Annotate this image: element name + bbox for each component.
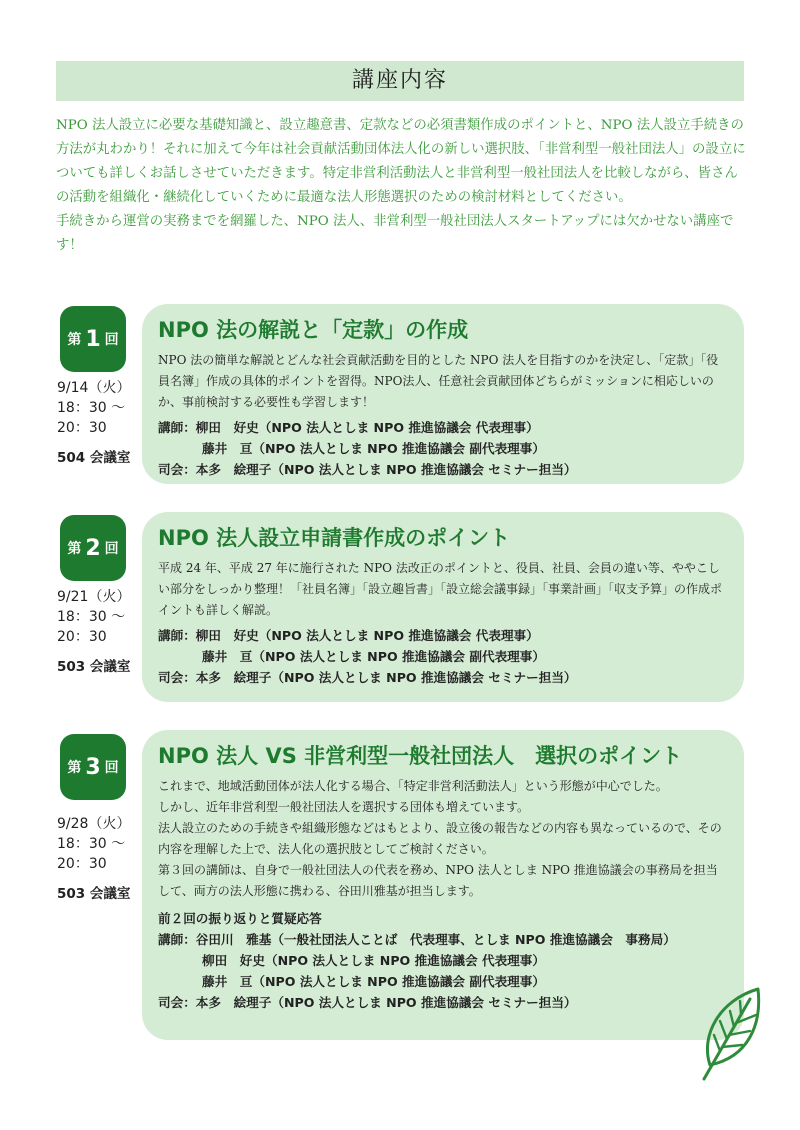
session-1-badge — [60, 306, 126, 372]
section-title: 講座内容 — [56, 61, 744, 101]
badge-number: 3 — [85, 754, 101, 780]
session-heading: NPO 法の解説と「定款」の作成 — [158, 318, 469, 342]
session-date: 9/28（火） — [57, 816, 131, 832]
badge-number: 1 — [85, 326, 101, 352]
session-3-badge — [60, 734, 126, 800]
session-time-start: 18：30 〜 — [57, 836, 126, 852]
description-paragraph: 第３回の講師は、自身で一般社団法人の代表を務め、NPO 法人としま NPO 推進協議会の事務局を担当して、両方の法人形態に携わる、谷田川雅基が担当します。 — [158, 863, 718, 898]
description-paragraph: しかし、近年非営利型一般社団法人を選択する団体も増えています。 — [158, 800, 530, 814]
session-3-schedule — [57, 814, 147, 904]
staff-line: 司会：本多 絵理子（NPO 法人としま NPO 推進協議会 セミナー担当） — [158, 670, 577, 685]
badge-prefix: 第 — [67, 541, 82, 557]
intro-paragraph: NPO 法人設立に必要な基礎知識と、設立趣意書、定款などの必須書類作成のポイントと、NPO 法人設立手続きの方法が丸わかり！それに加えて今年は社会貢献活動団体法人化の新しい選択肢、「非営利型一般社団法人」の設立についても詳しくお話しさせていただきます。特定非営利活動法人と非営利型一般社団法人を比較しながら、皆さんの活動を組織化・継続化していくために最適な法人形態選択のための検討材料としてください。 — [56, 118, 746, 205]
staff-line: 藤井 亘（NPO 法人としま NPO 推進協議会 副代表理事） — [202, 649, 545, 664]
staff-line: 藤井 亘（NPO 法人としま NPO 推進協議会 副代表理事） — [202, 441, 545, 456]
staff-line: 柳田 好史（NPO 法人としま NPO 推進協議会 代表理事） — [202, 953, 545, 968]
staff-line: 講師：谷田川 雅基（一般社団法人ことば 代表理事、としま NPO 推進協議会 事務局） — [158, 932, 676, 947]
staff-line: 講師：柳田 好史（NPO 法人としま NPO 推進協議会 代表理事） — [158, 628, 539, 643]
session-time-start: 18：30 〜 — [57, 400, 126, 416]
session-room: 503 会議室 — [57, 659, 131, 675]
badge-prefix: 第 — [67, 760, 82, 776]
session-staff — [158, 625, 728, 688]
session-time-end: 20：30 — [57, 856, 107, 872]
description-paragraph: NPO 法の簡単な解説とどんな社会貢献活動を目的とした NPO 法人を目指すのかを決定し、「定款」「役員名簿」作成の具体的ポイントを習得。NPO法人、任意社会貢献団体どちらがミッションに相応しいのか、事前検討する必要性も学習します！ — [158, 353, 719, 409]
session-time-end: 20：30 — [57, 629, 107, 645]
session-staff — [158, 908, 728, 1013]
session-date: 9/21（火） — [57, 589, 131, 605]
session-description — [158, 558, 728, 621]
badge-suffix: 回 — [104, 332, 119, 348]
leaf-icon — [700, 985, 764, 1081]
session-1-schedule — [57, 378, 147, 468]
badge-number: 2 — [85, 535, 101, 561]
description-paragraph: 法人設立のための手続きや組織形態などはもとより、設立後の報告などの内容も異なっているので、その内容を理解した上で、法人化の選択肢としてご検討ください。 — [158, 821, 722, 856]
description-paragraph: 平成 24 年、平成 27 年に施行された NPO 法改正のポイントと、役員、社員、会員の違い等、ややこしい部分をしっかり整理！「社員名簿」「設立趣旨書」「設立総会議事録」「事業計画」「収支予算」の作成ポイントも詳しく解説。 — [158, 561, 723, 617]
badge-suffix: 回 — [104, 760, 119, 776]
intro-text — [56, 114, 746, 258]
session-time-end: 20：30 — [57, 420, 107, 436]
session-time-start: 18：30 〜 — [57, 609, 126, 625]
session-description — [158, 350, 728, 413]
session-2-card — [142, 512, 744, 702]
session-1-card — [142, 304, 744, 484]
session-heading: NPO 法人設立申請書作成のポイント — [158, 526, 511, 550]
session-2-badge — [60, 515, 126, 581]
staff-line: 藤井 亘（NPO 法人としま NPO 推進協議会 副代表理事） — [202, 974, 545, 989]
staff-line: 講師：柳田 好史（NPO 法人としま NPO 推進協議会 代表理事） — [158, 420, 539, 435]
session-3-card — [142, 730, 744, 1040]
staff-line: 司会：本多 絵理子（NPO 法人としま NPO 推進協議会 セミナー担当） — [158, 995, 577, 1010]
staff-subheading: 前２回の振り返りと質疑応答 — [158, 911, 322, 926]
session-room: 504 会議室 — [57, 450, 131, 466]
staff-line: 司会：本多 絵理子（NPO 法人としま NPO 推進協議会 セミナー担当） — [158, 462, 577, 477]
description-paragraph: これまで、地域活動団体が法人化する場合、「特定非営利活動法人」という形態が中心でした。 — [158, 779, 668, 793]
badge-prefix: 第 — [67, 332, 82, 348]
session-room: 503 会議室 — [57, 886, 131, 902]
intro-paragraph: 手続きから運営の実務までを網羅した、NPO 法人、非営利型一般社団法人スタートアップには欠かせない講座です！ — [56, 214, 734, 253]
session-heading: NPO 法人 VS 非営利型一般社団法人 選択のポイント — [158, 744, 683, 768]
session-description — [158, 776, 728, 902]
session-staff — [158, 417, 728, 480]
badge-suffix: 回 — [104, 541, 119, 557]
session-date: 9/14（火） — [57, 380, 131, 396]
session-2-schedule — [57, 587, 147, 677]
